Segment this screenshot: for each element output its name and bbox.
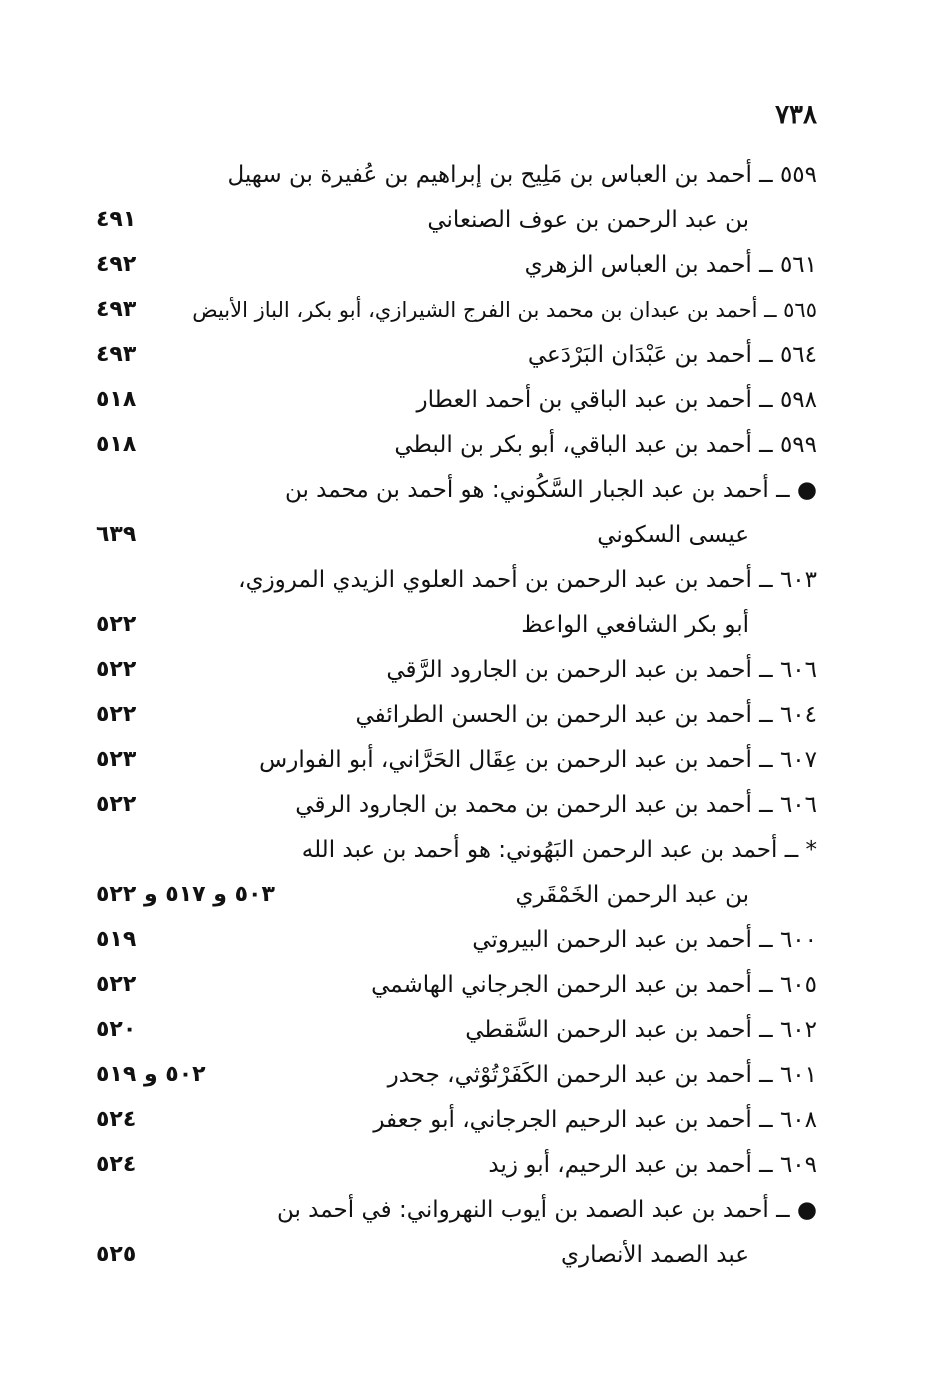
entry-text: ٥٦٤ ــ أحمد بن عَبْدَان البَرْدَعي — [527, 342, 817, 368]
index-entry — [0, 155, 937, 195]
entry-text: ٦٠٥ ــ أحمد بن عبد الرحمن الجرجاني الهاشمي — [371, 972, 817, 998]
index-entry — [0, 1055, 937, 1095]
entry-text: بن عبد الرحمن الخَمْقَري — [515, 882, 749, 908]
entry-page-ref: ٥٢٣ — [96, 747, 137, 772]
entry-text: بن عبد الرحمن بن عوف الصنعاني — [427, 207, 749, 233]
page-number: ٧٣٨ — [775, 100, 817, 130]
entry-text: عبد الصمد الأنصاري — [560, 1242, 749, 1268]
entry-text: ٦٠٩ ــ أحمد بن عبد الرحيم، أبو زيد — [488, 1152, 817, 1178]
entry-page-ref: ٥٢٠ — [96, 1017, 137, 1042]
index-entry — [0, 830, 937, 870]
entry-text: ٦٠٦ ــ أحمد بن عبد الرحمن بن الجارود الرَّقي — [386, 657, 817, 683]
index-entry — [0, 380, 937, 420]
entry-text: ٦٠٦ ــ أحمد بن عبد الرحمن بن محمد بن الجارود الرقي — [295, 792, 817, 818]
entry-page-ref: ٥١٩ — [96, 927, 137, 952]
entry-page-ref: ٥٢٢ — [96, 657, 137, 682]
entry-text: ● ــ أحمد بن عبد الصمد بن أيوب النهرواني: في أحمد بن — [276, 1197, 817, 1223]
entry-text: ٥٥٩ ــ أحمد بن العباس بن مَلِيح بن إبراهيم بن عُفيرة بن سهيل — [227, 162, 817, 188]
entry-text: ٥٦٥ ــ أحمد بن عبدان بن محمد بن الفرج الشيرازي، أبو بكر، الباز الأبيض — [192, 298, 817, 322]
index-entry — [0, 335, 937, 375]
entry-text: ٦٠٣ ــ أحمد بن عبد الرحمن بن أحمد العلوي الزيدي المروزي، — [238, 567, 817, 593]
entry-text: ٥٩٨ ــ أحمد بن عبد الباقي بن أحمد العطار — [416, 387, 817, 413]
entry-page-ref: ٥١٨ — [96, 387, 137, 412]
index-entry — [0, 245, 937, 285]
entry-text: ٦٠٢ ــ أحمد بن عبد الرحمن السَّقطي — [465, 1017, 817, 1043]
index-entry — [0, 560, 937, 600]
entry-page-ref: ٥١٨ — [96, 432, 137, 457]
entry-page-ref: ٤٩٣ — [96, 297, 137, 322]
entry-text: ٥٩٩ ــ أحمد بن عبد الباقي، أبو بكر بن البطي — [394, 432, 817, 458]
entry-text: ٥٦١ ــ أحمد بن العباس الزهري — [524, 252, 817, 278]
entry-text: ٦٠٧ ــ أحمد بن عبد الرحمن بن عِقَال الحَرَّاني، أبو الفوارس — [259, 747, 817, 773]
entry-text: ٦٠٤ ــ أحمد بن عبد الرحمن بن الحسن الطرائفي — [355, 702, 817, 728]
index-entry — [0, 1190, 937, 1230]
entry-page-ref: ٤٩١ — [96, 207, 137, 232]
index-entry — [0, 965, 937, 1005]
index-entry-continuation — [0, 200, 937, 240]
index-entry — [0, 1145, 937, 1185]
index-entry — [0, 1010, 937, 1050]
index-entry — [0, 785, 937, 825]
entry-text: عيسى السكوني — [597, 522, 749, 548]
entry-page-ref: ٥٢٥ — [96, 1242, 137, 1267]
index-entry — [0, 920, 937, 960]
entry-page-ref: ٥٢٢ — [96, 612, 137, 637]
index-entry — [0, 470, 937, 510]
index-entry-continuation — [0, 875, 937, 915]
entry-page-ref: ٥٢٢ — [96, 972, 137, 997]
entry-page-ref: ٥٢٢ — [96, 792, 137, 817]
index-entry — [0, 290, 937, 330]
entry-page-ref: ٥٢٢ — [96, 702, 137, 727]
index-entry — [0, 695, 937, 735]
entry-page-ref: ٥٢٤ — [96, 1107, 137, 1132]
entry-text: ● ــ أحمد بن عبد الجبار السَّكُوني: هو أحمد بن محمد بن — [284, 477, 817, 503]
entry-text: * ــ أحمد بن عبد الرحمن البَهُوني: هو أحمد بن عبد الله — [301, 837, 817, 863]
index-entry-continuation — [0, 605, 937, 645]
index-entry — [0, 650, 937, 690]
entry-text: أبو بكر الشافعي الواعظ — [521, 612, 749, 638]
entry-text: ٦٠٠ ــ أحمد بن عبد الرحمن البيروتي — [472, 927, 817, 953]
index-entry-continuation — [0, 515, 937, 555]
index-entry-continuation — [0, 1235, 937, 1275]
entry-text: ٦٠١ ــ أحمد بن عبد الرحمن الكَفَرْتُوْثي، جحدر — [387, 1062, 817, 1088]
entry-page-ref: ٤٩٢ — [96, 252, 137, 277]
entry-page-ref: ٤٩٣ — [96, 342, 137, 367]
index-entry — [0, 425, 937, 465]
entry-page-ref: ٥٠٣ و ٥١٧ و ٥٢٢ — [96, 882, 275, 907]
entry-text: ٦٠٨ ــ أحمد بن عبد الرحيم الجرجاني، أبو جعفر — [373, 1107, 817, 1133]
entry-page-ref: ٥٠٢ و ٥١٩ — [96, 1062, 206, 1087]
index-entry — [0, 740, 937, 780]
entry-page-ref: ٦٣٩ — [96, 522, 137, 547]
entry-page-ref: ٥٢٤ — [96, 1152, 137, 1177]
index-entry — [0, 1100, 937, 1140]
